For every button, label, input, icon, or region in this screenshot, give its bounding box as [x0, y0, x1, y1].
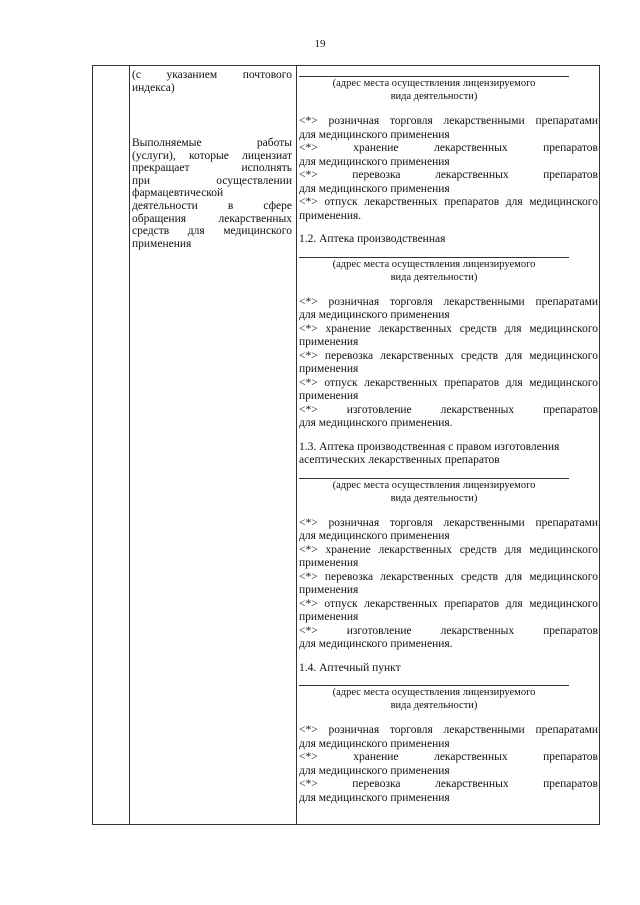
item-transport-substances: <*> перевозка лекарственных средств для медицинского применения	[299, 349, 598, 375]
item-transport-substances: <*> перевозка лекарственных средств для медицинского применения	[299, 570, 598, 596]
address-caption: (адрес места осуществления лицензируемого вида деятельности)	[332, 687, 536, 711]
item-storage: <*> хранение лекарственных препаратов для медицинского применения	[299, 751, 598, 777]
column-divider-2	[296, 66, 297, 824]
item-retail: <*> розничная торговля лекарственными препаратами для медицинского применения	[299, 724, 598, 750]
section-1-2: 1.2. Аптека производственная	[299, 233, 446, 245]
item-release: <*> отпуск лекарственных препаратов для медицинского применения	[299, 376, 598, 402]
column-divider-1	[129, 66, 130, 824]
item-retail: <*> розничная торговля лекарственными препаратами для медицинского применения	[299, 295, 598, 321]
section-1-3: 1.3. Аптека производственная с правом изготовления асептических лекарственных препаратов	[299, 440, 560, 466]
address-caption: (адрес места осуществления лицензируемого вида деятельности)	[332, 78, 536, 102]
item-release: <*> отпуск лекарственных препаратов для медицинского применения.	[299, 196, 598, 222]
item-manufacture: <*> изготовление лекарственных препаратов для медицинского применения.	[299, 624, 598, 650]
item-release: <*> отпуск лекарственных препаратов для медицинского применения	[299, 597, 598, 623]
address-caption: (адрес места осуществления лицензируемого вида деятельности)	[332, 258, 536, 283]
works-label: Выполняемые работы (услуги), которые лицензиат прекращает исполнять при осуществлении фармацевтической деятельности в сфере обращения лекарственных средств для медицинского применения	[132, 137, 292, 250]
activities-column	[299, 76, 598, 805]
item-manufacture: <*> изготовление лекарственных препаратов для медицинского применения.	[299, 403, 598, 429]
item-storage-substances: <*> хранение лекарственных средств для медицинского применения	[299, 322, 598, 348]
postal-index-note: (с указанием почтового индекса)	[132, 69, 292, 94]
item-transport: <*> перевозка лекарственных препаратов для медицинского применения	[299, 778, 598, 804]
item-storage-substances: <*> хранение лекарственных средств для медицинского применения	[299, 543, 598, 569]
item-transport: <*> перевозка лекарственных препаратов для медицинского применения	[299, 169, 598, 195]
item-storage: <*> хранение лекарственных препаратов для медицинского применения	[299, 142, 598, 168]
item-retail: <*> розничная торговля лекарственными препаратами для медицинского применения	[299, 115, 598, 141]
license-table	[92, 65, 600, 825]
page-number: 19	[314, 38, 326, 50]
address-caption: (адрес места осуществления лицензируемого вида деятельности)	[332, 479, 536, 504]
item-retail: <*> розничная торговля лекарственными препаратами для медицинского применения	[299, 516, 598, 542]
section-1-4: 1.4. Аптечный пункт	[299, 661, 401, 674]
